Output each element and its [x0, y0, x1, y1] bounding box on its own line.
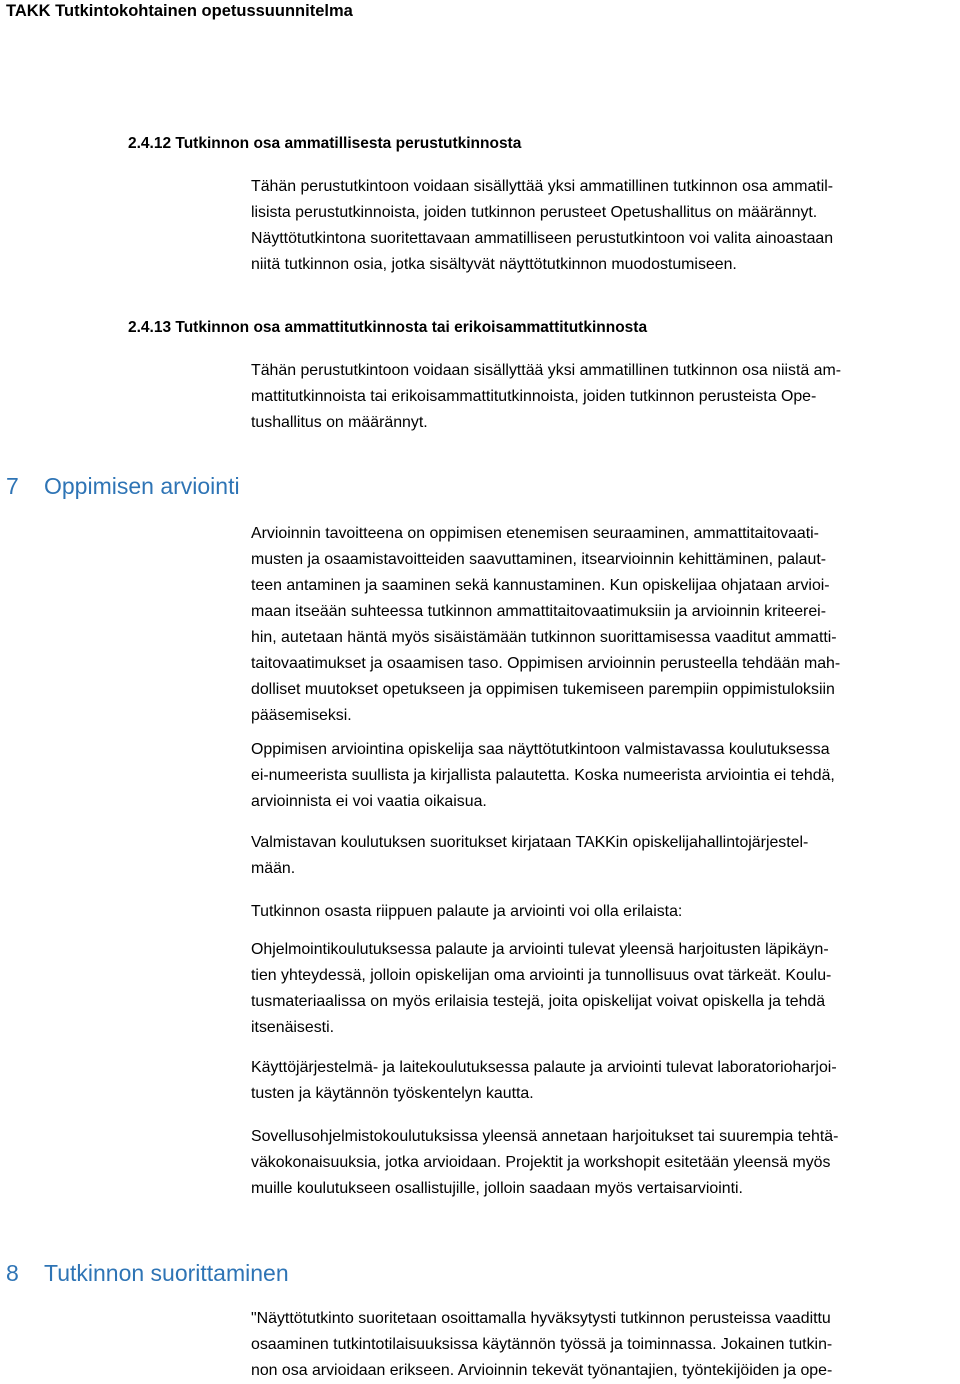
paragraph-suorittaminen-1	[251, 1306, 832, 1384]
paragraph-arviointi-1	[251, 521, 840, 729]
document-header: TAKK Tutkintokohtainen opetussuunnitelma	[6, 2, 353, 20]
text-line: Näyttötutkintona suoritettavaan ammatilliseen perustutkintoon voi valita ainoastaan	[251, 230, 834, 247]
text-line: väkokonaisuuksia, jotka arvioidaan. Projektit ja workshopit esitetään yleensä myös	[251, 1154, 831, 1171]
text-line: taitovaatimukset ja osaamisen taso. Oppimisen arvioinnin perusteella tehdään mah-	[251, 655, 841, 672]
section-title: Oppimisen arviointi	[44, 473, 240, 499]
text-line: pääsemiseksi.	[251, 707, 352, 724]
paragraph-arviointi-6	[251, 1055, 837, 1107]
text-line: osaaminen tutkintotilaisuuksissa käytännön työssä ja toiminnassa. Jokainen tutkin-	[251, 1336, 833, 1353]
text-line: Arvioinnin tavoitteena on oppimisen etenemisen seuraaminen, ammattitaitovaati-	[251, 525, 819, 542]
paragraph-2-4-12	[251, 174, 833, 278]
text-line: Tähän perustutkintoon voidaan sisällyttää yksi ammatillinen tutkinnon osa niistä am-	[251, 362, 842, 379]
text-line: Valmistavan koulutuksen suoritukset kirjataan TAKKin opiskelijahallintojärjestel-	[251, 834, 809, 851]
text-line: Ohjelmointikoulutuksessa palaute ja arviointi tulevat yleensä harjoitusten läpikäyn-	[251, 941, 829, 958]
section-heading-7	[6, 473, 240, 500]
subsection-heading-2-4-13: 2.4.13 Tutkinnon osa ammattitutkinnosta tai erikoisammattitutkinnosta	[128, 319, 648, 336]
text-line: Käyttöjärjestelmä- ja laitekoulutuksessa palaute ja arviointi tulevat laboratorioharjoi-	[251, 1059, 837, 1076]
section-number: 7	[6, 473, 19, 499]
text-line: Tutkinnon osasta riippuen palaute ja arviointi voi olla erilaista:	[251, 903, 683, 920]
paragraph-arviointi-5	[251, 937, 831, 1041]
text-line: mään.	[251, 860, 296, 877]
section-title: Tutkinnon suorittaminen	[44, 1260, 289, 1286]
text-line: itsenäisesti.	[251, 1019, 335, 1036]
text-line: Tähän perustutkintoon voidaan sisällyttää yksi ammatillinen tutkinnon osa ammatil-	[251, 178, 834, 195]
text-line: mattitutkinnoista tai erikoisammattitutkinnoista, joiden tutkinnon perusteista Ope-	[251, 388, 817, 405]
text-line: tusmateriaalissa on myös erilaisia testejä, joita opiskelijat voivat opiskella ja tehdä	[251, 993, 826, 1010]
paragraph-arviointi-3	[251, 830, 808, 882]
text-line: niitä tutkinnon osia, jotka sisältyvät näyttötutkinnon muodostumiseen.	[251, 256, 737, 273]
subsection-heading-2-4-12: 2.4.12 Tutkinnon osa ammatillisesta perustutkinnosta	[128, 135, 522, 152]
section-heading-8	[6, 1260, 289, 1287]
text-line: ei-numeerista suullista ja kirjallista palautetta. Koska numeerista arviointia ei tehdä,	[251, 767, 835, 784]
section-number: 8	[6, 1260, 19, 1286]
text-line: non osa arvioidaan erikseen. Arvioinnin tekevät työnantajien, työntekijöiden ja ope-	[251, 1362, 833, 1379]
text-line: arvioinnista ei voi vaatia oikaisua.	[251, 793, 487, 810]
text-line: Oppimisen arviointina opiskelija saa näyttötutkintoon valmistavassa koulutuksessa	[251, 741, 830, 758]
paragraph-2-4-13	[251, 358, 841, 436]
paragraph-arviointi-4	[251, 899, 682, 925]
text-line: dolliset muutokset opetukseen ja oppimisen tukemiseen parempiin oppimistuloksiin	[251, 681, 835, 698]
text-line: teen antaminen ja saaminen sekä kannustaminen. Kun opiskelijaa ohjataan arvioi-	[251, 577, 830, 594]
text-line: lisista perustutkinnoista, joiden tutkinnon perusteet Opetushallitus on määrännyt.	[251, 204, 818, 221]
text-line: tusten ja käytännön työskentelyn kautta.	[251, 1085, 534, 1102]
text-line: Sovellusohjelmistokoulutuksissa yleensä annetaan harjoitukset tai suurempia tehtä-	[251, 1128, 839, 1145]
text-line: musten ja osaamistavoitteiden saavuttaminen, itsearvioinnin kehittäminen, palaut-	[251, 551, 827, 568]
paragraph-arviointi-7	[251, 1124, 838, 1202]
text-line: tien yhteydessä, jolloin opiskelijan oma arviointi ja tunnollisuus ovat tärkeät. Koulu-	[251, 967, 832, 984]
text-line: "Näyttötutkinto suoritetaan osoittamalla hyväksytysti tutkinnon perusteissa vaadittu	[251, 1310, 831, 1327]
text-line: muille koulutukseen osallistujille, jolloin saadaan myös vertaisarviointi.	[251, 1180, 743, 1197]
paragraph-arviointi-2	[251, 737, 835, 815]
text-line: hin, autetaan häntä myös sisäistämään tutkinnon suorittamisessa vaaditut ammatti-	[251, 629, 837, 646]
text-line: tushallitus on määrännyt.	[251, 414, 428, 431]
text-line: maan itseään suhteessa tutkinnon ammattitaitovaatimuksiin ja arvioinnin kriteerei-	[251, 603, 826, 620]
